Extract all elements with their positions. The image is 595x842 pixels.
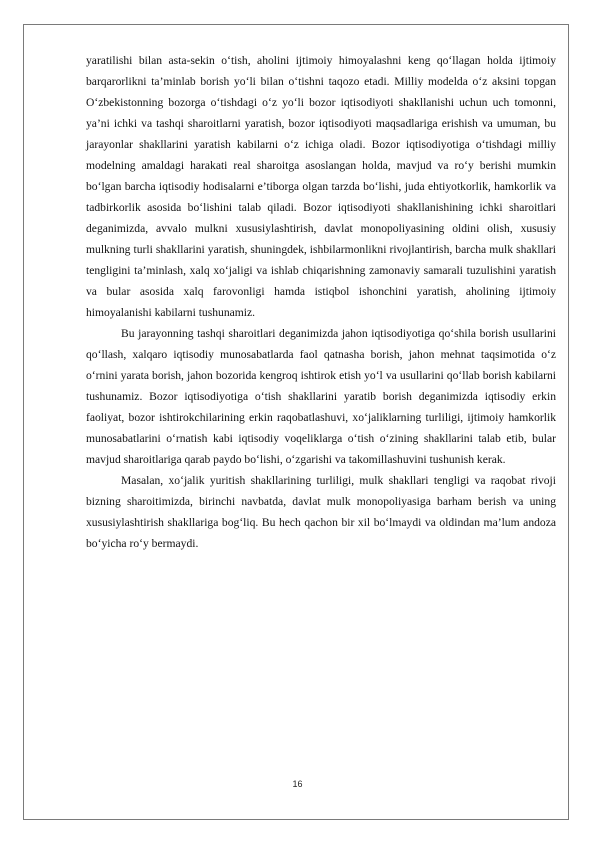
paragraph-1: yaratilishi bilan asta-sekin o‘tish, aholini ijtimoiy himoyalashni keng qo‘llagan holda ijtimoiy barqarorlikni ta’minlab borish yo‘li bilan o‘tishni taqozo etadi. Milliy modelda o‘z aksini topgan O‘zbekistonning bozorga o‘tishdagi o‘z yo‘li bozor iqtisodiyoti shakllanishi uchun uch tomonni, ya’ni ichki va tashqi sharoitlarni yaratish, bozor iqtisodiyoti maqsadlariga erishish va umuman, bu jarayonlar shakllarini yaratish kabilarni o‘z ichiga oladi. Bozor iqtisodiyotiga o‘tishdagi milliy modelning amaldagi harakati real sharoitga asoslangan holda, mavjud va ro‘y berishi mumkin bo‘lgan barcha iqtisodiy hodisalarni e’tiborga olgan tarzda bo‘lishi, juda ehtiyotkorlik, hamkorlik va tadbirkorlik asosida bo‘lishini talab qiladi. Bozor iqtisodiyoti shakllanishining ichki sharoitlari deganimizda, avvalo mulkni xususiylashtirish, davlat monopoliyasining oldini olish, xususiy mulkning turli shakllarini yaratish, shuningdek, ishbilarmonlikni rivojlantirish, barcha mulk shakllari tengligini ta’minlash, xalq xo‘jaligi va ishlab chiqarishning zamonaviy samarali tuzulishini yaratish va bular asosida xalq farovonligi hamda istiqbol ishonchini yaratish, aholining ijtimoiy himoyalanishi kabilarni tushunamiz. — [86, 54, 556, 319]
document-body — [86, 50, 556, 554]
paragraph-2: Bu jarayonning tashqi sharoitlari deganimizda jahon iqtisodiyotiga qo‘shila borish usullarini qo‘llash, xalqaro iqtisodiy munosabatlarda faol qatnasha borish, jahon mehnat taqsimotida o‘z o‘rnini yarata borish, jahon bozorida kengroq ishtirok etish yo‘l va usullarini qo‘llab borish kabilarni tushunamiz. Bozor iqtisodiyotiga o‘tish shakllarini yaratib borish deganimizda iqtisodiy erkin faoliyat, bozor ishtirokchilarining erkin raqobatlashuvi, xo‘jaliklarning turliligi, ijtimoiy hamkorlik munosabatlarini o‘rnatish kabi iqtisodiy voqeliklarga o‘tish o‘zining shakllarini talab etib, bular mavjud sharoitlariga qarab paydo bo‘lishi, o‘zgarishi va takomillashuvini tushunish kerak. — [86, 327, 556, 466]
paragraph-3: Masalan, xo‘jalik yuritish shakllarining turliligi, mulk shakllari tengligi va raqobat rivoji bizning sharoitimizda, birinchi navbatda, davlat mulk monopoliyasiga barham berish va uning xususiylashtirish shakllariga bog‘liq. Bu hech qachon bir xil bo‘lmaydi va oldindan ma’lum andoza bo‘yicha ro‘y bermaydi. — [86, 474, 556, 550]
page-number: 16 — [292, 779, 303, 789]
